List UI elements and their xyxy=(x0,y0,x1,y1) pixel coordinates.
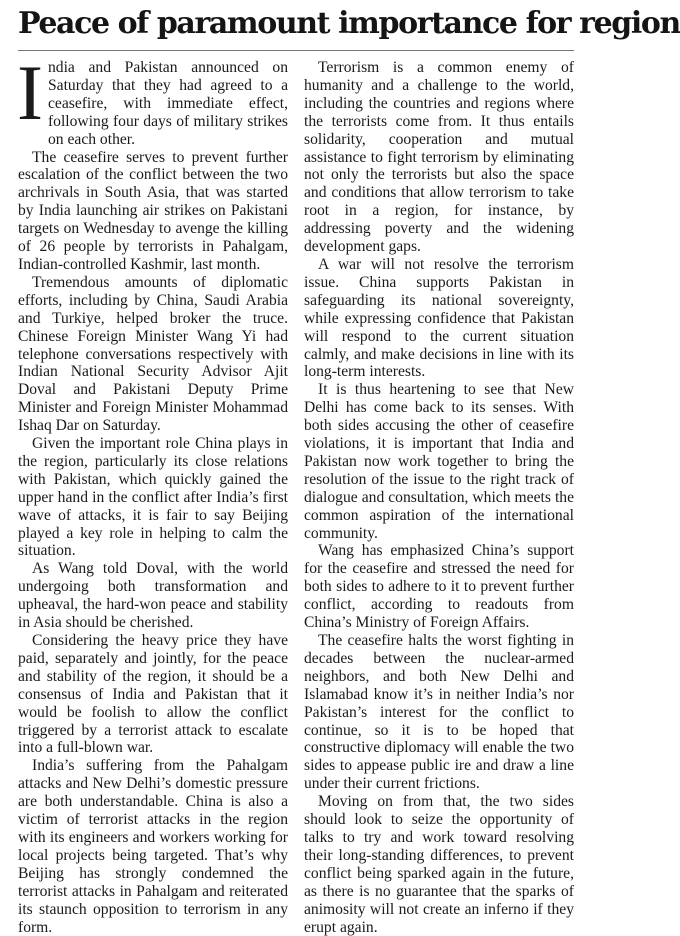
paragraph: Given the important role China plays in the region, particularly its close relations with Pakistan, which quickly gained the upper hand in the conflict after India’s first wave of attacks, it is fair to say Beijing played a key role in helping to calm the situation. xyxy=(18,435,288,560)
paragraph: Wang has emphasized China’s support for the ceasefire and stressed the need for both sides to adhere to it to prevent further conflict, according to readouts from China’s Ministry of Foreign Affairs. xyxy=(304,542,574,632)
lead-paragraph xyxy=(17,49,288,149)
lead-paragraph-text: ndia and Pakistan announced on Saturday that they had agreed to a ceasefire, with immediate effect, following four days of military strikes on each other. xyxy=(47,59,288,148)
article-body xyxy=(17,49,574,936)
paragraph: The ceasefire halts the worst fighting in decades between the nuclear-armed neighbors, and both New Delhi and Islamabad know it’s in neither India’s nor Pakistan’s interest for the conflict to continue, so it is to be hoped that constructive diplomacy will enable the two sides to appease public ire and draw a line under their current frictions. xyxy=(304,632,574,793)
paragraph: Terrorism is a common enemy of humanity and a challenge to the world, including the countries and regions where the terrorists come from. It thus entails solidarity, cooperation and mutual assistance to fight terrorism by eliminating not only the terrorists but also the space and conditions that allow terrorism to take root in a region, for instance, by addressing poverty and the widening development gaps. xyxy=(304,59,574,256)
paragraph: A war will not resolve the terrorism issue. China supports Pakistan in safeguarding its national sovereignty, while expressing confidence that Pakistan will respond to the current situation calmly, and make decisions in line with its long-term interests. xyxy=(304,255,574,381)
column-left xyxy=(17,49,288,936)
article-headline: Peace of paramount importance for region xyxy=(18,6,680,41)
paragraph: Considering the heavy price they have paid, separately and jointly, for the peace and stability of the region, it should be a consensus of India and Pakistan that it would be foolish to allow the conflict triggered by a terrorist attack to escalate into a full-blown war. xyxy=(18,632,288,757)
paragraph: Tremendous amounts of diplomatic efforts, including by China, Saudi Arabia and Turkiye, helped broker the truce. Chinese Foreign Minister Wang Yi had telephone conversations respectively with Indian National Security Advisor Ajit Doval and Pakistani Deputy Prime Minister and Foreign Minister Mohammad Ishaq Dar on Saturday. xyxy=(18,273,288,435)
drop-cap: I xyxy=(17,49,43,136)
column-right xyxy=(304,59,574,936)
paragraph: It is thus heartening to see that New Delhi has come back to its senses. With both sides accusing the other of ceasefire violations, it is important that India and Pakistan now work together to bring the resolution of the issue to the right track of dialogue and consultation, which meets the common aspiration of the international community. xyxy=(304,381,574,542)
paragraph: As Wang told Doval, with the world undergoing both transformation and upheaval, the hard-won peace and stability in Asia should be cherished. xyxy=(18,560,288,632)
headline-rule xyxy=(18,50,574,51)
paragraph: Moving on from that, the two sides should look to seize the opportunity of talks to try and work toward resolving their long-standing differences, to prevent conflict being sparked again in the future, as there is no guarantee that the sparks of animosity will not create an inferno if they erupt again. xyxy=(304,793,574,936)
paragraph: The ceasefire serves to prevent further escalation of the conflict between the two archrivals in South Asia, that was started by India launching air strikes on Pakistani targets on Wednesday to avenge the killing of 26 people by terrorists in Pahalgam, Indian-controlled Kashmir, last month. xyxy=(18,148,288,273)
paragraph: India’s suffering from the Pahalgam attacks and New Delhi’s domestic pressure are both understandable. China is also a victim of terrorist attacks in the region with its engineers and workers working for local projects being targeted. That’s why Beijing has strongly condemned the terrorist attacks in Pahalgam and reiterated its staunch opposition to terrorism in any form. xyxy=(18,757,288,936)
